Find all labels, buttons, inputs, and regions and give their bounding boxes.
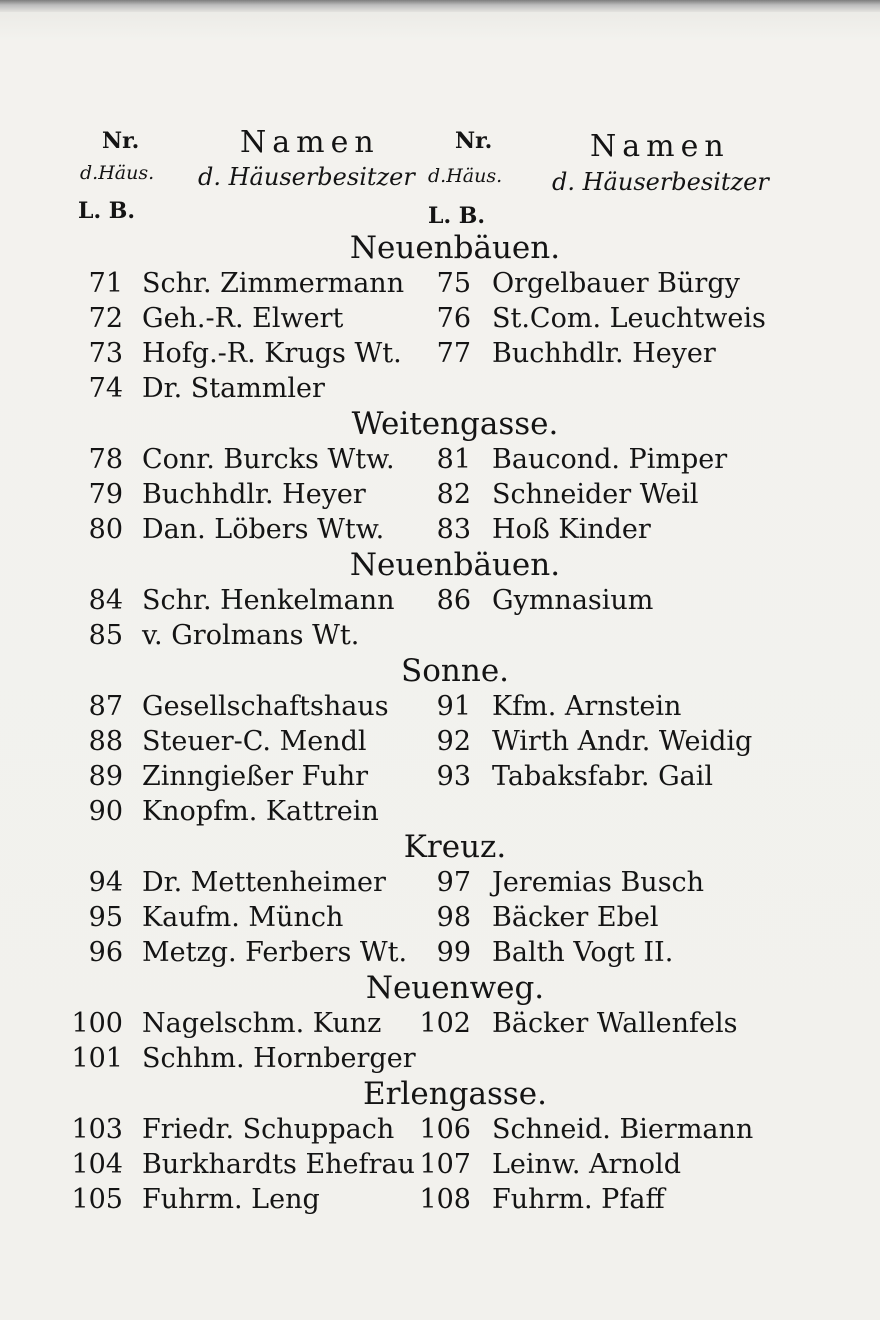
owner-name: Fuhrm. Pfaff — [492, 1184, 665, 1215]
section-kreuz — [0, 829, 880, 970]
house-number: 90 — [88, 796, 123, 827]
owner-name: Nagelschm. Kunz — [142, 1008, 382, 1039]
house-number: 94 — [88, 867, 123, 898]
owner-name: Metzg. Ferbers Wt. — [142, 937, 408, 968]
table-row — [0, 794, 880, 829]
house-number: 87 — [88, 691, 123, 722]
house-number: 107 — [419, 1149, 471, 1180]
col2-name-sub: d. Häuserbesitzer — [552, 168, 769, 196]
section-title: Neuenweg. — [365, 970, 545, 1006]
col2-nr-sub: d.Häus. — [428, 165, 503, 187]
owner-name: Zinngießer Fuhr — [142, 761, 368, 792]
owner-name: Leinw. Arnold — [492, 1149, 681, 1180]
house-number: 108 — [419, 1184, 471, 1215]
owner-name: Hofg.-R. Krugs Wt. — [142, 338, 402, 369]
section-weitengasse — [0, 406, 880, 547]
table-row — [0, 1182, 880, 1217]
house-number: 84 — [88, 585, 123, 616]
owner-name: Schr. Zimmermann — [142, 268, 405, 299]
table-row — [0, 865, 880, 900]
directory-listing — [0, 230, 880, 1217]
owner-name: Dr. Mettenheimer — [142, 867, 386, 898]
house-number: 71 — [88, 268, 123, 299]
section-title: Neuenbäuen. — [349, 230, 561, 266]
table-row — [0, 618, 880, 653]
table-row — [0, 935, 880, 970]
house-number: 81 — [436, 444, 471, 475]
owner-name: v. Grolmans Wt. — [142, 620, 360, 651]
owner-name: Schhm. Hornberger — [142, 1043, 416, 1074]
house-number: 96 — [88, 937, 123, 968]
table-row — [0, 477, 880, 512]
house-number: 102 — [419, 1008, 471, 1039]
owner-name: Conr. Burcks Wtw. — [142, 444, 395, 475]
table-row — [0, 1041, 880, 1076]
house-number: 79 — [88, 479, 123, 510]
section-erlengasse — [0, 1076, 880, 1217]
owner-name: Baucond. Pimper — [492, 444, 728, 475]
table-row — [0, 900, 880, 935]
owner-name: Gesellschaftshaus — [142, 691, 389, 722]
owner-name: Wirth Andr. Weidig — [492, 726, 753, 757]
house-number: 97 — [436, 867, 471, 898]
owner-name: Bäcker Ebel — [492, 902, 659, 933]
section-title: Weitengasse. — [351, 406, 559, 442]
house-number: 95 — [88, 902, 123, 933]
house-number: 93 — [436, 761, 471, 792]
house-number: 91 — [436, 691, 471, 722]
house-number: 101 — [71, 1043, 123, 1074]
col2-name-label: Namen — [590, 129, 730, 164]
table-row — [0, 371, 880, 406]
owner-name: Buchhdlr. Heyer — [492, 338, 716, 369]
owner-name: Tabaksfabr. Gail — [492, 761, 714, 792]
owner-name: Buchhdlr. Heyer — [142, 479, 366, 510]
col1-nr-label: Nr. — [102, 128, 140, 154]
owner-name: Knopfm. Kattrein — [142, 796, 379, 827]
house-number: 77 — [436, 338, 471, 369]
table-row — [0, 759, 880, 794]
owner-name: Schneider Weil — [492, 479, 699, 510]
section-title: Sonne. — [400, 653, 510, 689]
owner-name: Schneid. Biermann — [492, 1114, 754, 1145]
house-number: 104 — [71, 1149, 123, 1180]
owner-name: Balth Vogt II. — [492, 937, 674, 968]
col1-nr-sub: d.Häus. — [80, 162, 155, 184]
table-row — [0, 583, 880, 618]
house-number: 106 — [419, 1114, 471, 1145]
house-number: 82 — [436, 479, 471, 510]
house-number: 76 — [436, 303, 471, 334]
section-title: Kreuz. — [403, 829, 507, 865]
section-title: Neuenbäuen. — [349, 547, 561, 583]
house-number: 80 — [88, 514, 123, 545]
owner-name: Steuer-C. Mendl — [142, 726, 367, 757]
col2-nr-label: Nr. — [455, 128, 493, 154]
house-number: 85 — [88, 620, 123, 651]
table-row — [0, 689, 880, 724]
house-number: 100 — [71, 1008, 123, 1039]
col2-lb-label: L. B. — [428, 203, 486, 229]
owner-name: Kaufm. Münch — [142, 902, 344, 933]
house-number: 73 — [88, 338, 123, 369]
owner-name: Orgelbauer Bürgy — [492, 268, 740, 299]
house-number: 83 — [436, 514, 471, 545]
table-row — [0, 442, 880, 477]
section-neuenbaeuen-1 — [0, 230, 880, 406]
table-row — [0, 301, 880, 336]
house-number: 78 — [88, 444, 123, 475]
table-row — [0, 1147, 880, 1182]
section-title: Erlengasse. — [362, 1076, 548, 1112]
owner-name: Dan. Löbers Wtw. — [142, 514, 385, 545]
table-row — [0, 724, 880, 759]
table-row — [0, 336, 880, 371]
house-number: 88 — [88, 726, 123, 757]
table-row — [0, 1112, 880, 1147]
section-sonne — [0, 653, 880, 829]
table-row — [0, 1006, 880, 1041]
owner-name: Dr. Stammler — [142, 373, 325, 404]
col1-name-label: Namen — [240, 125, 380, 160]
owner-name: Hoß Kinder — [492, 514, 651, 545]
section-neuenweg — [0, 970, 880, 1076]
owner-name: Gymnasium — [492, 585, 654, 616]
owner-name: Friedr. Schuppach — [142, 1114, 395, 1145]
col1-name-sub: d. Häuserbesitzer — [198, 163, 415, 191]
col1-lb-label: L. B. — [78, 198, 136, 224]
owner-name: Kfm. Arnstein — [492, 691, 682, 722]
scan-top-edge — [0, 0, 880, 12]
table-row — [0, 512, 880, 547]
house-number: 89 — [88, 761, 123, 792]
owner-name: St.Com. Leuchtweis — [492, 303, 766, 334]
owner-name: Fuhrm. Leng — [142, 1184, 320, 1215]
house-number: 103 — [71, 1114, 123, 1145]
house-number: 98 — [436, 902, 471, 933]
house-number: 75 — [436, 268, 471, 299]
owner-name: Jeremias Busch — [492, 867, 705, 898]
house-number: 72 — [88, 303, 123, 334]
owner-name: Bäcker Wallenfels — [492, 1008, 738, 1039]
section-neuenbaeuen-2 — [0, 547, 880, 653]
owner-name: Schr. Henkelmann — [142, 585, 395, 616]
house-number: 99 — [436, 937, 471, 968]
house-number: 74 — [88, 373, 123, 404]
house-number: 86 — [436, 585, 471, 616]
owner-name: Geh.-R. Elwert — [142, 303, 344, 334]
owner-name: Burkhardts Ehefrau — [142, 1149, 415, 1180]
house-number: 92 — [436, 726, 471, 757]
table-row — [0, 266, 880, 301]
house-number: 105 — [71, 1184, 123, 1215]
